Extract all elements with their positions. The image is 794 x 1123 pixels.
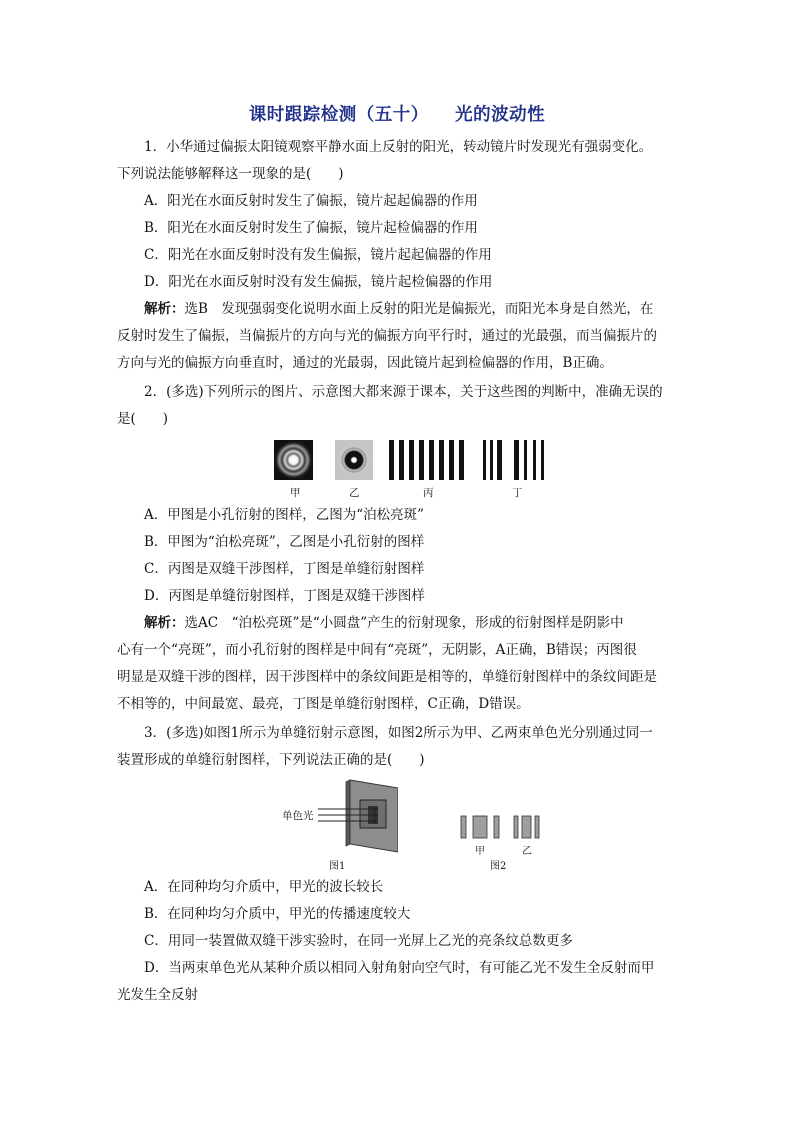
figure-bing-double-slit-fringes bbox=[389, 440, 464, 480]
fig2-label-yi: 乙 bbox=[522, 846, 532, 857]
jia-pattern-center bbox=[473, 816, 487, 838]
q1-analysis-text: 选B 发现强弱变化说明水面上反射的阳光是偏振光，而阳光本身是自然光，在 bbox=[184, 301, 654, 317]
q3-option-d-line-1: D．当两束单色光从某种介质以相同入射角射向空气时，有可能乙光不发生全反射而甲 bbox=[144, 960, 655, 976]
q2-diffraction-figures bbox=[268, 436, 558, 482]
q3-figure-1-single-slit bbox=[316, 778, 398, 854]
q2-option-b: B．甲图为“泊松亮斑”，乙图是小孔衍射的图样 bbox=[144, 534, 425, 550]
q3-stem-line-2: 装置形成的单缝衍射图样，下列说法正确的是( ) bbox=[117, 752, 425, 768]
figure-ding-single-slit-fringes bbox=[483, 440, 544, 480]
q1-analysis-label: 解析： bbox=[144, 301, 185, 317]
q3-option-a: A．在同种均匀介质中，甲光的波长较长 bbox=[144, 879, 384, 895]
q2-analysis-line-3: 明显是双缝干涉的图样，因干涉图样中的条纹间距是相等的，单缝衍射图样中的条纹间距是 bbox=[117, 669, 657, 685]
q1-stem-line-2: 下列说法能够解释这一现象的是( ) bbox=[117, 166, 344, 182]
q1-option-d: D．阳光在水面反射时没有发生偏振，镜片起检偏器的作用 bbox=[144, 274, 493, 290]
yi-pattern-side-left bbox=[514, 816, 518, 838]
q2-stem-line-1: 2．(多选)下列所示的图片、示意图大都来源于课本，关于这些图的判断中，准确无误的 bbox=[144, 384, 663, 400]
yi-pattern-side-right bbox=[535, 816, 539, 838]
q1-option-a: A．阳光在水面反射时发生了偏振，镜片起起偏器的作用 bbox=[144, 193, 478, 209]
q1-analysis-line-3: 方向与光的偏振方向垂直时，通过的光最弱，因此镜片起到检偏器的作用，B正确。 bbox=[117, 355, 613, 371]
q2-analysis-line-4: 不相等的，中间最宽、最亮，丁图是单缝衍射图样，C正确，D错误。 bbox=[117, 696, 530, 712]
q2-analysis-text: 选AC “泊松亮斑”是“小圆盘”产生的衍射现象，形成的衍射图样是阴影中 bbox=[184, 615, 624, 631]
yi-pattern-center bbox=[522, 816, 531, 838]
q1-option-c: C．阳光在水面反射时没有发生偏振，镜片起起偏器的作用 bbox=[144, 247, 492, 263]
q2-option-d: D．丙图是单缝衍射图样，丁图是双缝干涉图样 bbox=[144, 588, 425, 604]
q1-option-b: B．阳光在水面反射时发生了偏振，镜片起检偏器的作用 bbox=[144, 220, 478, 236]
figure-label-bing: 丙 bbox=[423, 487, 434, 499]
q3-option-d-line-2: 光发生全反射 bbox=[117, 987, 198, 1003]
q3-figure-2-patterns bbox=[456, 814, 542, 840]
q2-analysis-line-1 bbox=[144, 614, 624, 632]
figure-label-ding: 丁 bbox=[512, 487, 523, 499]
jia-pattern-side-right bbox=[494, 816, 499, 838]
fig2-label-jia: 甲 bbox=[475, 846, 485, 857]
q3-option-b: B．在同种均匀介质中，甲光的传播速度较大 bbox=[144, 906, 411, 922]
figure-label-jia: 甲 bbox=[290, 487, 301, 499]
page-title: 课时跟踪检测（五十） 光的波动性 bbox=[248, 105, 546, 125]
q1-stem-line-1: 1．小华通过偏振太阳镜观察平静水面上反射的阳光，转动镜片时发现光有强弱变化。 bbox=[144, 139, 653, 155]
jia-pattern-side-left bbox=[461, 816, 466, 838]
fig1-light-label: 单色光 bbox=[282, 810, 314, 822]
q1-analysis-line-2: 反射时发生了偏振，当偏振片的方向与光的偏振方向平行时，通过的光最强，而当偏振片的 bbox=[117, 328, 657, 344]
q3-stem-line-1: 3．(多选)如图1所示为单缝衍射示意图，如图2所示为甲、乙两束单色光分别通过同一 bbox=[144, 725, 653, 741]
figure-label-yi: 乙 bbox=[349, 487, 360, 499]
q2-stem-line-2: 是( ) bbox=[117, 411, 169, 427]
q2-analysis-line-2: 心有一个“亮斑”，而小孔衍射的图样是中间有“亮斑”，无阴影，A正确，B错误；丙图很 bbox=[117, 642, 637, 658]
q3-option-c: C．用同一装置做双缝干涉实验时，在同一光屏上乙光的亮条纹总数更多 bbox=[144, 933, 573, 949]
q1-analysis-line-1 bbox=[144, 300, 653, 318]
q2-analysis-label: 解析： bbox=[144, 615, 185, 631]
fig2-caption: 图2 bbox=[490, 861, 507, 872]
q2-option-a: A．甲图是小孔衍射的图样，乙图为“泊松亮斑” bbox=[144, 507, 425, 523]
q2-option-c: C．丙图是双缝干涉图样，丁图是单缝衍射图样 bbox=[144, 561, 425, 577]
fig1-caption: 图1 bbox=[329, 861, 346, 872]
